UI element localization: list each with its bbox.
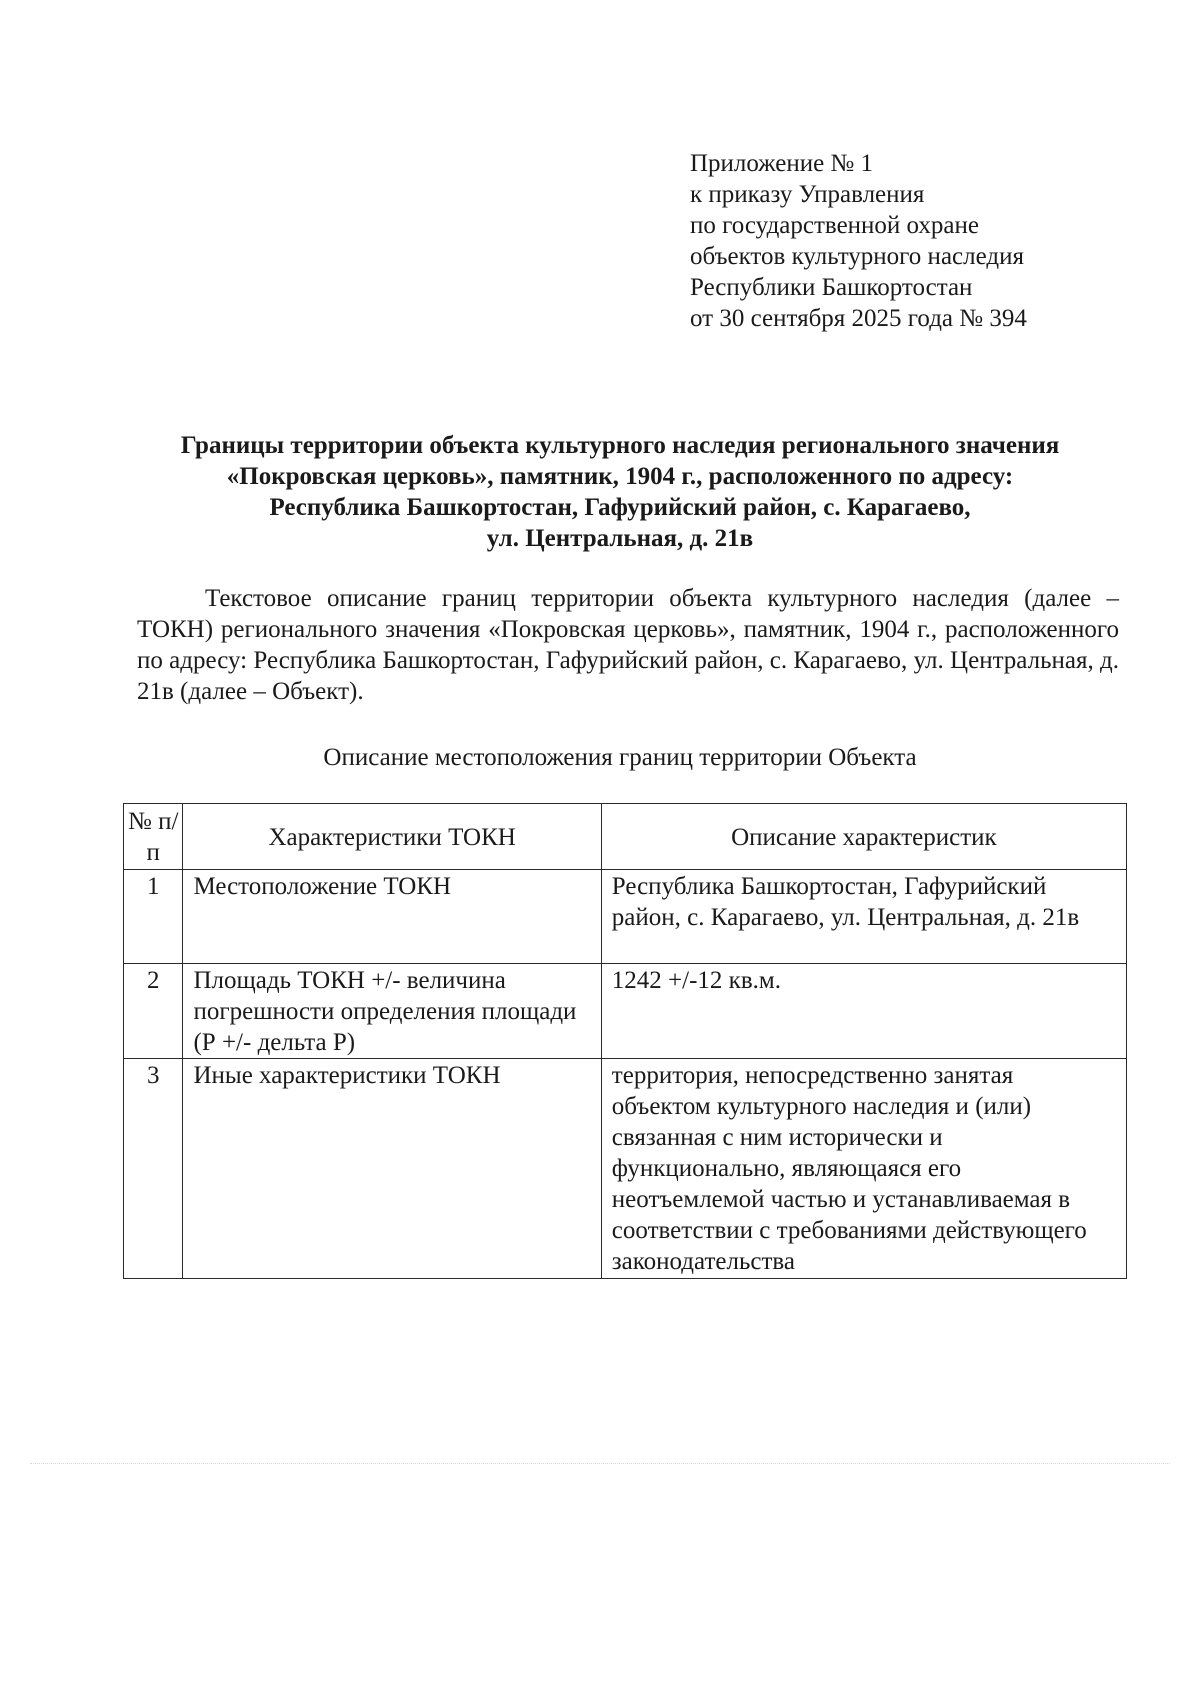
appendix-line: объектов культурного наследия [690,243,1024,270]
appendix-line: Республики Башкортостан [690,274,973,301]
intro-paragraph: Текстовое описание границ территории объекта культурного наследия (далее – ТОКН) регионального значения «Покровская церковь», памятник, 1904 г., расположенного по адресу: Республика Башкортостан, Гафурийский район, с. Карагаево, ул. Центральная, д. 21в (далее – Объект). [137,585,1119,705]
title-line: Республика Башкортостан, Гафурийский район, с. Карагаево, [269,494,971,521]
appendix-block [690,148,1027,334]
row-characteristic: Местоположение ТОКН [183,870,601,964]
table-row [124,870,1127,964]
appendix-line: от 30 сентября 2025 года № 394 [690,305,1027,332]
appendix-line: Приложение № 1 [690,150,874,177]
scan-artifact-line [30,1463,1170,1465]
row-description: Республика Башкортостан, Гафурийский район, с. Карагаево, ул. Центральная, д. 21в [601,870,1126,964]
row-description: 1242 +/-12 кв.м. [601,964,1126,1059]
appendix-line: по государственной охране [690,212,980,239]
header-num: № п/п [124,804,183,870]
row-num: 3 [124,1059,183,1279]
table-caption: Описание местоположения границ территории Объекта [323,744,917,771]
row-num: 2 [124,964,183,1059]
header-description: Описание характеристик [601,804,1126,870]
appendix-line: к приказу Управления [690,181,925,208]
row-num: 1 [124,870,183,964]
document-title [120,430,1120,554]
table-row [124,964,1127,1059]
header-characteristic: Характеристики ТОКН [183,804,601,870]
title-line: Границы территории объекта культурного наследия регионального значения [180,432,1060,459]
table-row [124,1059,1127,1279]
characteristics-table [123,803,1127,1279]
row-characteristic: Площадь ТОКН +/- величина погрешности определения площади (Р +/- дельта Р) [183,964,601,1059]
title-line: «Покровская церковь», памятник, 1904 г., расположенного по адресу: [226,463,1014,490]
row-characteristic: Иные характеристики ТОКН [183,1059,601,1279]
row-description: территория, непосредственно занятая объектом культурного наследия и (или) связанная с ним исторически и функционально, являющаяся его неотъемлемой частью и устанавливаемая в соответствии с требованиями действующего законодательства [601,1059,1126,1279]
table-header-row [124,804,1127,870]
title-line: ул. Центральная, д. 21в [486,525,754,552]
